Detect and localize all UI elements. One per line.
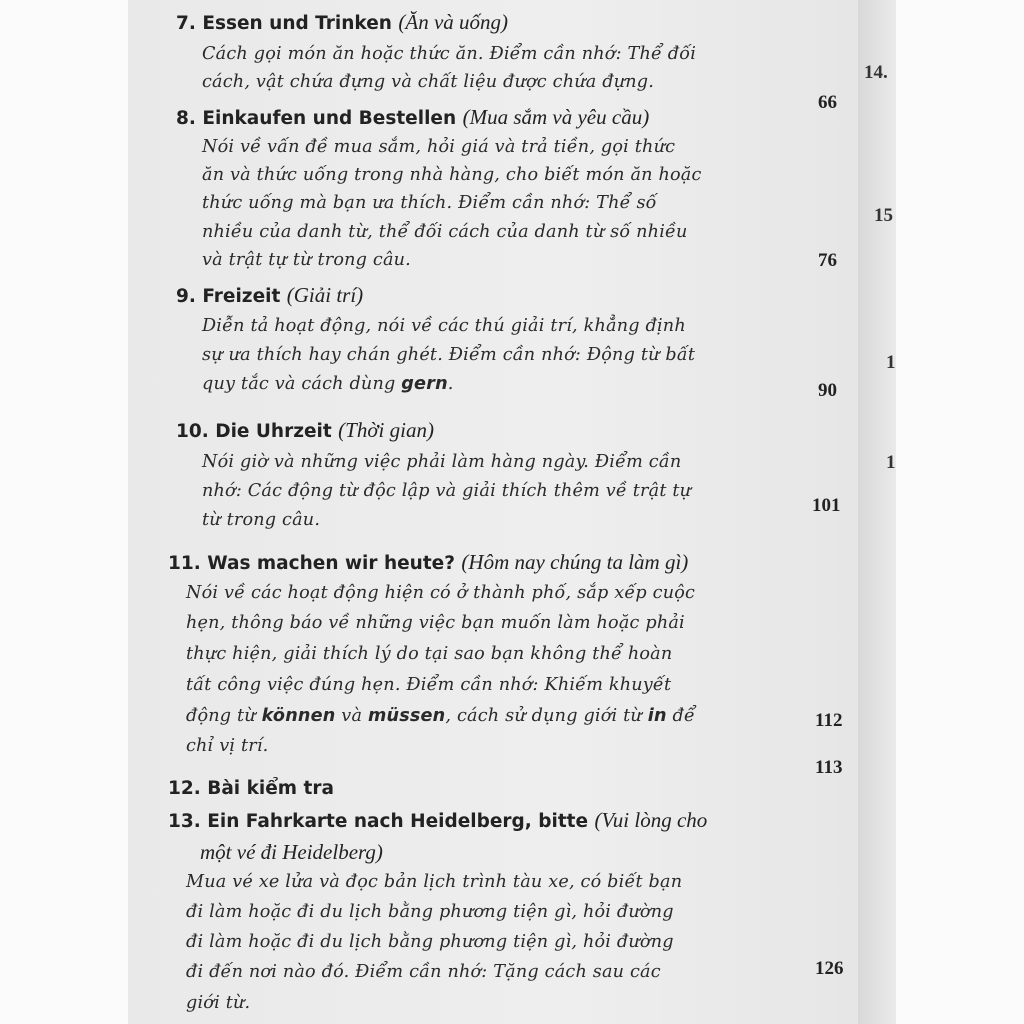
page-number: 126 (815, 958, 844, 979)
page-number: 113 (815, 757, 843, 778)
toc-entry-desc: đi đến nơi nào đó. Điểm cần nhớ: Tặng cách sau các (186, 962, 661, 982)
text: quy tắc và cách dùng (202, 374, 402, 394)
next-page-fragment: 1 (886, 452, 896, 473)
toc-entry-title: 12. Bài kiểm tra (168, 778, 334, 799)
bold-term: gern (401, 374, 448, 394)
title-translation: (Mua sắm và yêu cầu) (462, 105, 650, 129)
next-page-edge (858, 0, 896, 1024)
toc-entry-desc: đi làm hoặc đi du lịch bằng phương tiện gì, hỏi đường (186, 902, 674, 922)
toc-entry-title (168, 808, 707, 833)
page-number: 101 (812, 495, 841, 516)
toc-entry-title (176, 105, 649, 130)
text: để (666, 706, 695, 726)
toc-entry-desc: ăn và thức uống trong nhà hàng, cho biết món ăn hoặc (202, 165, 702, 185)
title-text: 11. Was machen wir heute? (168, 553, 455, 574)
bold-term: müssen (367, 706, 446, 726)
title-text: 7. Essen und Trinken (176, 13, 392, 34)
toc-entry-desc: Nói giờ và những việc phải làm hàng ngày. Điểm cần (202, 452, 682, 472)
next-page-fragment: 15 (874, 205, 893, 226)
toc-entry-desc: và trật tự từ trong câu. (202, 250, 411, 270)
title-translation: (Thời gian) (338, 418, 434, 442)
toc-entry-desc: Nói về các hoạt động hiện có ở thành phố, sắp xếp cuộc (186, 583, 696, 603)
toc-entry-desc: nhớ: Các động từ độc lập và giải thích thêm về trật tự (202, 481, 692, 501)
toc-entry-desc: Diễn tả hoạt động, nói về các thú giải trí, khẳng định (202, 316, 686, 336)
toc-entry-desc: thực hiện, giải thích lý do tại sao bạn không thể hoàn (186, 644, 673, 664)
bold-term: in (647, 706, 667, 726)
toc-entry-desc: Nói về vấn đề mua sắm, hỏi giá và trả tiền, gọi thức (202, 137, 676, 157)
toc-entry-desc: hẹn, thông báo về những việc bạn muốn làm hoặc phải (186, 613, 685, 633)
title-translation: (Ăn và uống) (398, 10, 509, 34)
toc-entry-desc: đi làm hoặc đi du lịch bằng phương tiện gì, hỏi đường (186, 932, 674, 952)
text: và (335, 706, 368, 726)
title-translation: (Hôm nay chúng ta làm gì) (461, 550, 689, 574)
title-translation: (Vui lòng cho (594, 808, 708, 832)
title-text: 10. Die Uhrzeit (176, 421, 332, 442)
title-text: 8. Einkaufen und Bestellen (176, 108, 457, 129)
text: , cách sử dụng giới từ (445, 706, 648, 726)
toc-entry-desc: sự ưa thích hay chán ghét. Điểm cần nhớ: Động từ bất (202, 345, 696, 365)
toc-entry-title (176, 10, 508, 35)
text: động từ (186, 706, 262, 726)
toc-entry-title (168, 550, 688, 575)
bold-term: können (261, 706, 336, 726)
toc-entry-desc (186, 706, 695, 726)
title-text: 9. Freizeit (176, 286, 281, 307)
page-number: 76 (818, 250, 837, 271)
page-number: 112 (815, 710, 843, 731)
title-translation: (Giải trí) (286, 283, 364, 307)
toc-entry-desc: tất công việc đúng hẹn. Điểm cần nhớ: Khiếm khuyết (186, 675, 672, 695)
toc-entry-desc: nhiều của danh từ, thể đối cách của danh từ số nhiều (202, 222, 688, 242)
toc-entry-desc: chỉ vị trí. (186, 736, 269, 756)
toc-entry-desc: Cách gọi món ăn hoặc thức ăn. Điểm cần nhớ: Thể đối (202, 44, 697, 64)
title-text: 13. Ein Fahrkarte nach Heidelberg, bitte (168, 811, 589, 832)
toc-entry-desc: giới từ. (186, 993, 251, 1013)
next-page-fragment: 14. (864, 62, 888, 83)
text: . (447, 374, 454, 394)
page-number: 66 (818, 92, 837, 113)
page-number: 90 (818, 380, 837, 401)
toc-entry-title (176, 283, 363, 308)
toc-entry-desc: từ trong câu. (202, 510, 321, 530)
toc-entry-title (176, 418, 434, 443)
title-translation: một vé đi Heidelberg) (200, 840, 383, 864)
toc-entry-desc: Mua vé xe lửa và đọc bản lịch trình tàu xe, có biết bạn (186, 872, 683, 892)
toc-entry-desc (202, 374, 454, 394)
toc-entry-title-cont (200, 840, 383, 865)
next-page-fragment: 1 (886, 352, 896, 373)
toc-entry-desc: thức uống mà bạn ưa thích. Điểm cần nhớ: Thể số (202, 193, 657, 213)
toc-entry-desc: cách, vật chứa đựng và chất liệu được chứa đựng. (202, 72, 655, 92)
